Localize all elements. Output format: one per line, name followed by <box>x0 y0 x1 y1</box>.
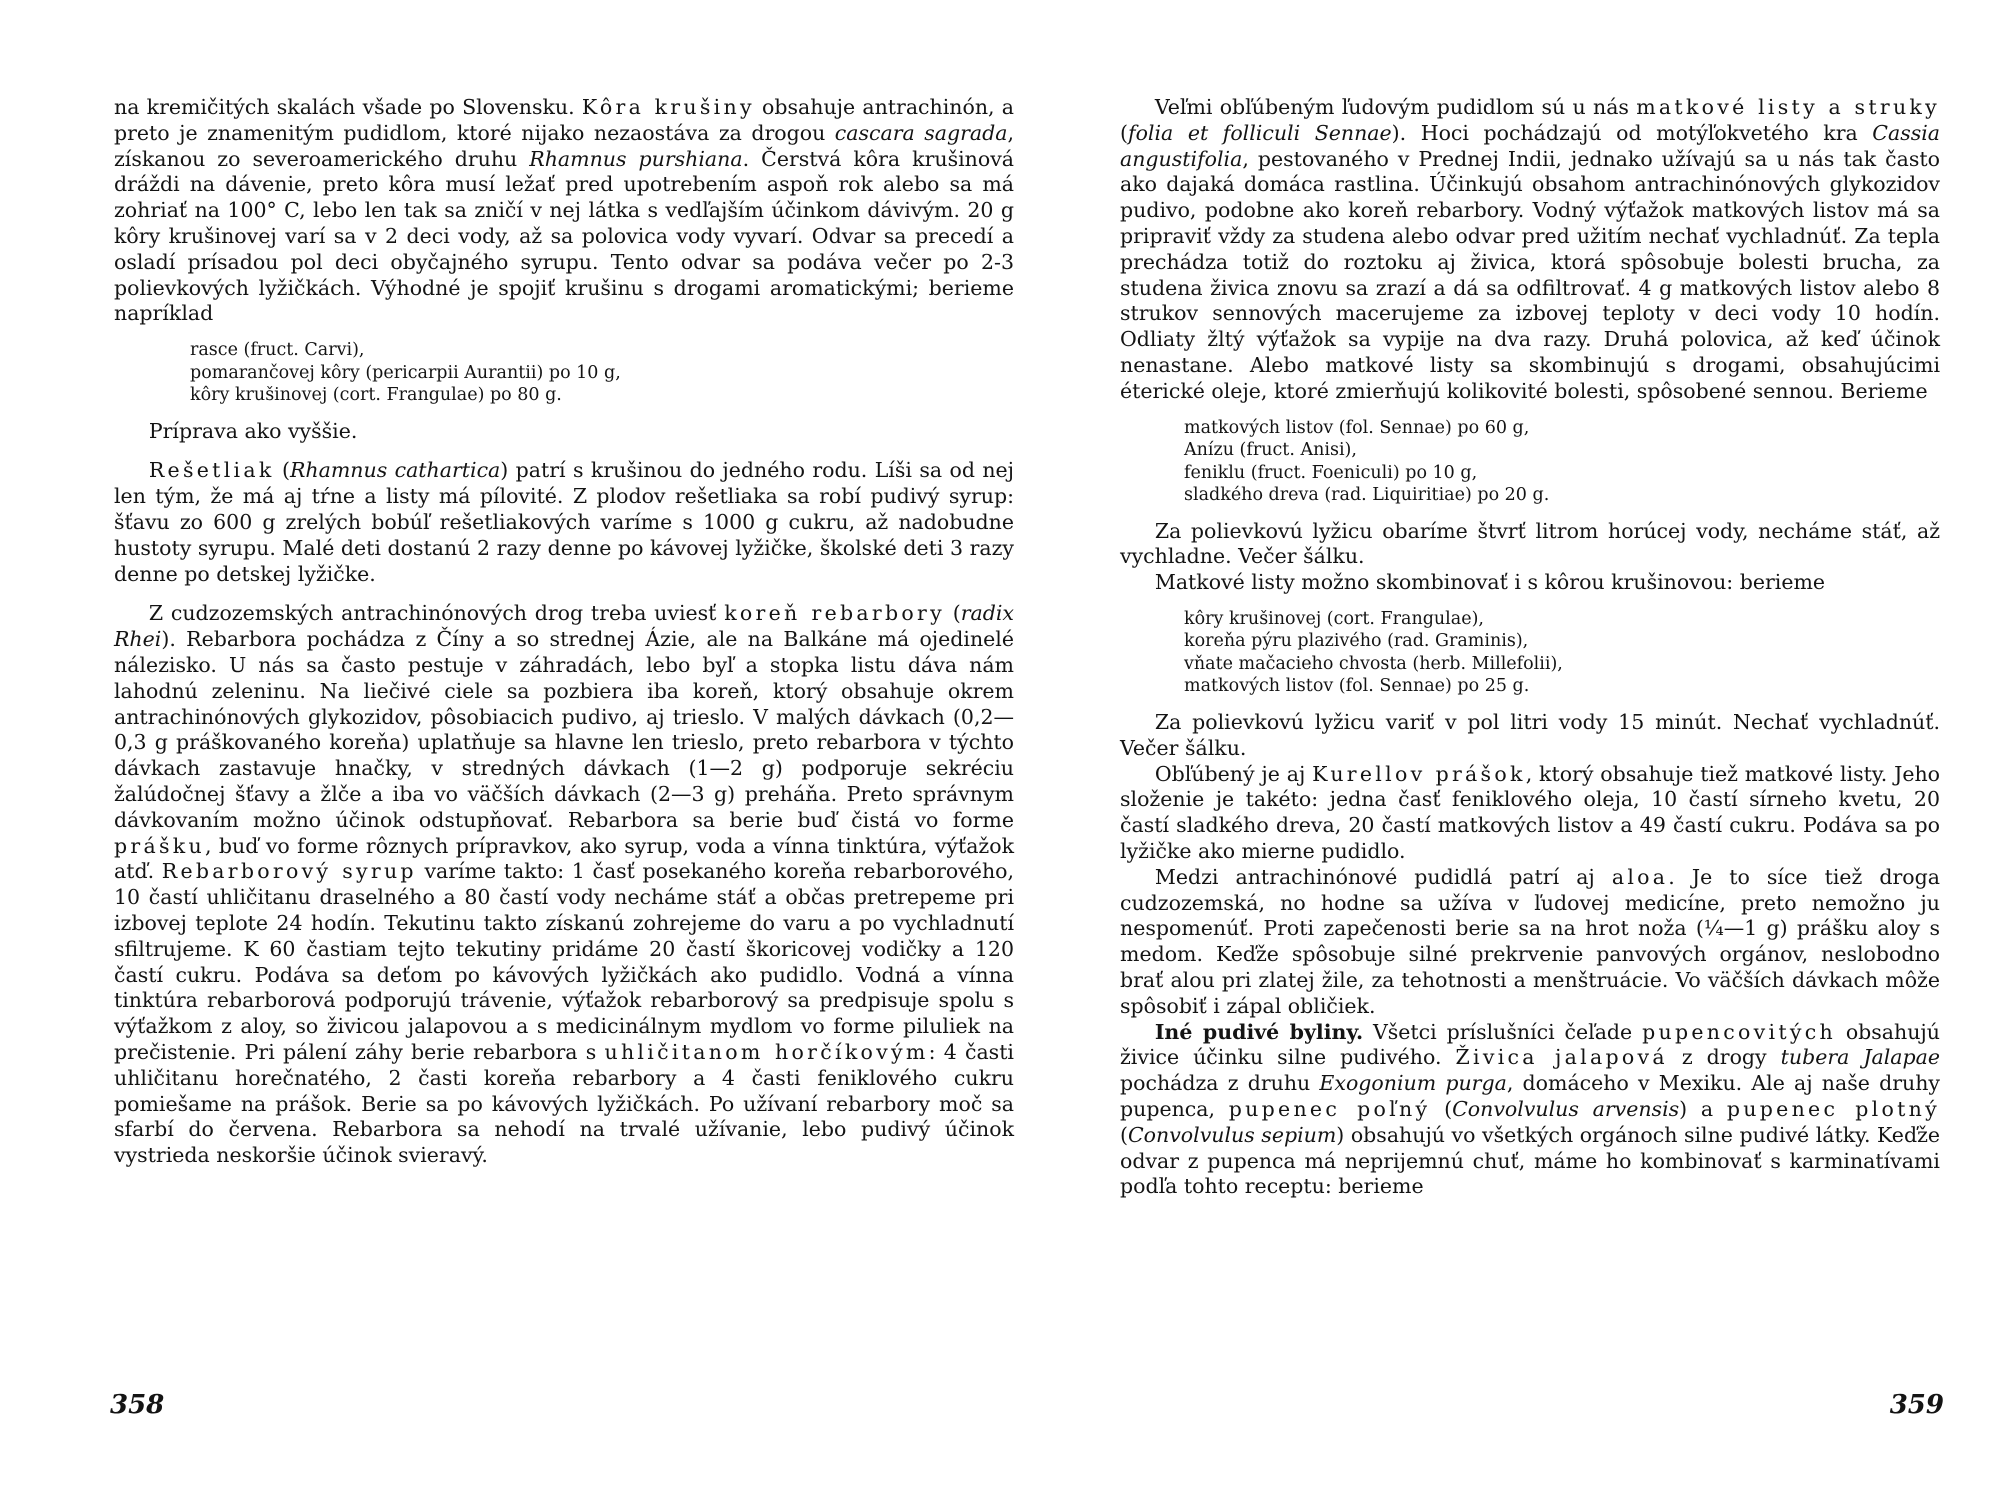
term: pupencovitých <box>1642 1019 1836 1044</box>
latin-name: Rhamnus cathartica <box>289 458 501 483</box>
term: koreň rebarbory <box>724 601 945 626</box>
latin-name: Cassia angustifolia <box>1120 120 1941 171</box>
recipe-list <box>114 339 1014 407</box>
term: Živica jalapová <box>1455 1045 1668 1070</box>
recipe-line: matkových listov (fol. Sennae) po 60 g, <box>1184 417 1530 438</box>
right-text-column <box>1120 95 1940 1200</box>
term: pupenec plotný <box>1726 1096 1940 1121</box>
recipe-line: pomarančovej kôry (pericarpii Aurantii) po 10 g, <box>190 362 621 383</box>
recipe-line: sladkého dreva (rad. Liquiritiae) po 20 g. <box>1184 485 1550 506</box>
latin-name: radix Rhei <box>114 601 1014 652</box>
paragraph: Rešetliak (Rhamnus cathartica) patrí s krušinou do jedného rodu. Líši sa od nej len tým, že má aj tŕne a listy má pílovité. Z plodov rešetliaka sa robí pudivý syrup: šťavu zo 600 g zrelých bobúľ rešetliakových varíme s 1000 g cukru, až nadobudne hustoty syrupu. Malé deti dostanú 2 razy denne po kávovej lyžičke, školské deti 3 razy denne po detskej lyžičke. <box>114 458 1015 586</box>
term: pupenec poľný <box>1228 1096 1431 1121</box>
recipe-line: feniklu (fruct. Foeniculi) po 10 g, <box>1184 462 1478 483</box>
term: Rešetliak <box>148 458 275 483</box>
left-text-column <box>114 95 1014 1169</box>
paragraph: Za polievkovú lyžicu obaríme štvrť litrom horúcej vody, necháme stáť, až vychladne. Večer šálku. <box>1120 518 1940 569</box>
recipe-line: kôry krušinovej (cort. Frangulae) po 80 g. <box>190 385 562 406</box>
paragraph: Za polievkovú lyžicu variť v pol litri vody 15 minút. Nechať vychladnúť. Večer šálku. <box>1120 709 1940 760</box>
paragraph: Medzi antrachinónové pudidlá patrí aj aloa. Je to síce tiež droga cudzozemská, no hodne sa užíva v ľudovej medicíne, preto nemožno ju nespomenúť. Proti zapečenosti berie sa na hrot noža (¼—1 g) prášku aloy s medom. Keďže spôsobuje silné prekrvenie panvových orgánov, neslobodno brať alou pri zlatej žile, za tehotnosti a menštruácie. Vo väčších dávkach môže spôsobiť i zápal obličiek. <box>1120 864 1940 1018</box>
recipe-line: kôry krušinovej (cort. Frangulae), <box>1184 608 1484 629</box>
latin-name: Convolvulus arvensis <box>1452 1096 1680 1121</box>
page-number: 359 <box>1889 1390 1944 1420</box>
paragraph: Z cudzozemských antrachinónových drog treba uviesť koreň rebarbory (radix Rhei). Rebarbora pochádza z Číny a so strednej Ázie, ale na Balkáne má ojedinelé nálezisko. U nás sa často pestuje v záhradách, lebo byľ a stopka listu dáva nám lahodnú zeleninu. Na liečivé ciele sa pozbiera iba koreň, ktorý obsahuje okrem antrachinónových glykozidov, pôsobiacich pudivo, aj trieslo. V malých dávkach (0,2—0,3 g práškovaného koreňa) uplatňuje sa hlavne len trieslo, preto rebarbora v týchto dávkach zastavuje hnačky, v stredných dávkach (1—2 g) podporuje sekréciu žalúdočnej šťavy a žlče a iba vo väčších dávkach (2—3 g) preháňa. Preto správnym dávkovaním možno účinok odstupňovať. Rebarbora sa berie buď čistá vo forme prášku, buď vo forme rôznych prípravkov, ako syrup, voda a vínna tinktúra, výťažok atď. Rebarborový syrup varíme takto: 1 časť posekaného koreňa rebarborového, 10 častí uhličitanu draselného a 80 častí vody necháme stáť a občas pretrepeme pri izbovej teplote 24 hodín. Tekutinu takto získanú zohrejeme do varu a po vychladnutí sfiltrujeme. K 60 častiam tejto tekutiny pridáme 20 častí škoricovej vodičky a 120 častí cukru. Podáva sa deťom po kávových lyžičkách ako pudidlo. Vodná a vínna tinktúra rebarborová podporujú trávenie, výťažok rebarborový sa predpisuje spolu s výťažkom z aloy, so živicou jalapovou a s medicinálnym mydlom vo forme piluliek na prečistenie. Pri pálení záhy berie rebarbora s uhličitanom horčíkovým: 4 časti uhličitanu horečnatého, 2 časti koreňa rebarbory a 4 časti feniklového cukru pomiešame na prášok. Berie sa po kávových lyžičkách. Po užívaní rebarbory moč sa sfarbí do červena. Rebarbora sa nehodí na trvalé užívanie, lebo pudivý účinok vystrieda neskoršie účinok svieravý. <box>114 601 1015 1168</box>
section-heading: Iné pudivé byliny. <box>1154 1019 1364 1044</box>
latin-name: tubera Jalapae <box>1780 1045 1941 1070</box>
term: Kurellov prášok <box>1312 761 1526 786</box>
term: prášku <box>114 833 205 858</box>
latin-name: Convolvulus sepium <box>1128 1122 1337 1147</box>
term: Rebarborový syrup <box>161 859 417 884</box>
latin-name: folia et folliculi Sennae <box>1128 120 1392 145</box>
recipe-line: vňate mačacieho chvosta (herb. Millefolii), <box>1184 653 1563 674</box>
recipe-line: matkových listov (fol. Sennae) po 25 g. <box>1184 676 1530 697</box>
term: uhličitanom horčíkovým <box>604 1040 929 1064</box>
paragraph: Matkové listy možno skombinovať i s kôrou krušinovou: berieme <box>1154 570 1826 595</box>
recipe-line: Anízu (fruct. Anisi), <box>1184 440 1357 461</box>
recipe-list <box>1120 608 1940 698</box>
term: Kôra krušiny <box>581 95 755 119</box>
page-number: 358 <box>110 1390 165 1420</box>
right-page <box>1008 0 2016 1500</box>
term: aloa <box>1611 864 1669 889</box>
recipe-line: koreňa pýru plazivého (rad. Graminis), <box>1184 631 1529 652</box>
recipe-line: rasce (fruct. Carvi), <box>190 340 365 361</box>
latin-name: Exogonium purga <box>1319 1071 1507 1096</box>
paragraph: na kremičitých skalách všade po Slovensku. Kôra krušiny obsahuje antrachinón, a preto je znamenitým pudidlom, ktoré nijako nezaostáva za drogou cascara sagrada, získanou zo severoamerického druhu Rhamnus purshiana. Čerstvá kôra krušinová dráždi na dávenie, preto kôra musí ležať pred upotrebením aspoň rok alebo sa má zohriať na 100° C, lebo len tak sa zničí v nej látka s vedľajším účinkom dávivým. 20 g kôry krušinovej varí sa v 2 deci vody, až sa polovica vody vyvarí. Odvar sa precedí a osladí prísadou pol deci obyčajného syrupu. Tento odvar sa podáva večer po 2-3 polievkových lyžičkách. Výhodné je spojiť krušinu s drogami aromatickými; berieme napríklad <box>114 95 1014 326</box>
latin-name: cascara sagrada <box>834 120 1008 145</box>
recipe-list <box>1120 417 1940 507</box>
paragraph: Príprava ako vyššie. <box>148 418 358 443</box>
term: matkové listy a struky <box>1636 95 1940 119</box>
paragraph: Obľúbený je aj Kurellov prášok, ktorý obsahuje tiež matkové listy. Jeho složenie je takéto: jedna časť feniklového oleja, 10 častí sírneho kvetu, 20 častí sladkého dreva, 20 častí matkových listov a 49 častí cukru. Podáva sa po lyžičke ako mierne pudidlo. <box>1120 761 1940 863</box>
paragraph: Iné pudivé byliny. Všetci príslušníci čeľade pupencovitých obsahujú živice účinku silne pudivého. Živica jalapová z drogy tubera Jalapae pochádza z druhu Exogonium purga, domáceho v Mexiku. Ale aj naše druhy pupenca, pupenec poľný (Convolvulus arvensis) a pupenec plotný (Convolvulus sepium) obsahujú vo všetkých orgánoch silne pudivé látky. Keďže odvar z pupenca má neprijemnú chuť, máme ho kombinovať s karminatívami podľa tohto receptu: berieme <box>1120 1019 1941 1199</box>
paragraph: Veľmi obľúbeným ľudovým pudidlom sú u nás matkové listy a struky (folia et folliculi Sennae). Hoci pochádzajú od motýľokvetého kra Cassia angustifolia, pestovaného v Prednej Indii, jednako užívajú sa u nás tak často ako dajaká domáca rastlina. Účinkujú obsahom antrachinónových glykozidov pudivo, podobne ako koreň rebarbory. Vodný výťažok matkových listov má sa pripraviť vždy za studena alebo odvar pred užitím nechať vychladnúť. Za tepla prechádza totiž do roztoku aj živica, ktorá spôsobuje bolesti brucha, za studena živica znovu sa zrazí a dá sa odfiltrovať. 4 g matkových listov alebo 8 strukov sennových macerujeme za izbovej teploty v deci vody 10 hodín. Odliaty žltý výťažok sa vypije na dva razy. Druhá polovica, až keď účinok nenastane. Alebo matkové listy sa skombinujú s drogami, obsahujúcimi éterické oleje, ktoré zmierňujú kolikovité bolesti, spôsobené sennou. Berieme <box>1120 95 1941 403</box>
latin-name: Rhamnus purshiana <box>529 146 743 171</box>
